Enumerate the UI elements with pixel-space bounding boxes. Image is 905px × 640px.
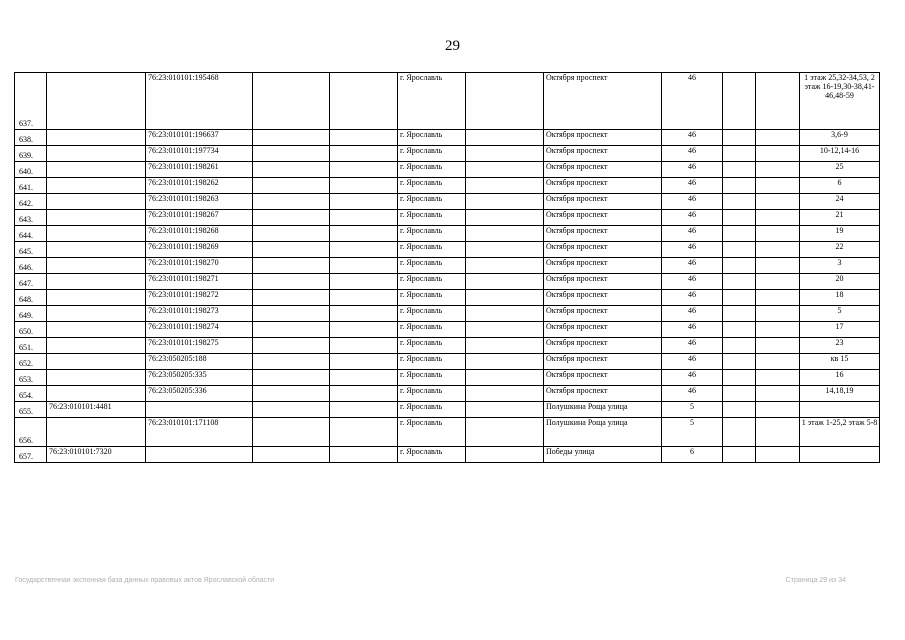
- street-cell: Октября проспект: [544, 242, 662, 258]
- empty-cell: [466, 402, 544, 418]
- object-cadastral-number: 76:23:010101:198273: [146, 306, 253, 322]
- object-cadastral-number: 76:23:010101:198269: [146, 242, 253, 258]
- empty-cell: [253, 194, 330, 210]
- table-row: [15, 210, 880, 226]
- empty-cell: [466, 178, 544, 194]
- street-cell: Октября проспект: [544, 130, 662, 146]
- object-cadastral-number: 76:23:010101:197734: [146, 146, 253, 162]
- city-cell: г. Ярославль: [398, 162, 466, 178]
- footer-source: Государственная экспонная база данных правовых актов Ярославской области: [15, 577, 275, 584]
- empty-cell: [723, 290, 756, 306]
- empty-cell: [723, 418, 756, 447]
- land-cadastral-number: [47, 418, 146, 447]
- table-row: [15, 306, 880, 322]
- empty-cell: [723, 447, 756, 463]
- empty-cell: [723, 386, 756, 402]
- empty-cell: [330, 162, 398, 178]
- empty-cell: [756, 210, 800, 226]
- city-cell: г. Ярославль: [398, 194, 466, 210]
- city-cell: г. Ярославль: [398, 354, 466, 370]
- land-cadastral-number: [47, 274, 146, 290]
- row-number: 639.: [15, 146, 47, 162]
- table-row: [15, 258, 880, 274]
- city-cell: г. Ярославль: [398, 290, 466, 306]
- land-cadastral-number: [47, 178, 146, 194]
- row-number: 638.: [15, 130, 47, 146]
- footer-page-count: Страница 29 из 34: [785, 577, 846, 584]
- empty-cell: [466, 274, 544, 290]
- table-row: [15, 194, 880, 210]
- empty-cell: [723, 274, 756, 290]
- empty-cell: [330, 322, 398, 338]
- empty-cell: [756, 418, 800, 447]
- object-cadastral-number: 76:23:010101:198268: [146, 226, 253, 242]
- house-number-cell: 46: [662, 290, 723, 306]
- row-number: 656.: [15, 418, 47, 447]
- land-cadastral-number: [47, 258, 146, 274]
- table-row: [15, 386, 880, 402]
- table-row: [15, 242, 880, 258]
- empty-cell: [466, 73, 544, 130]
- city-cell: г. Ярославль: [398, 210, 466, 226]
- row-number: 646.: [15, 258, 47, 274]
- empty-cell: [253, 178, 330, 194]
- object-cadastral-number: 76:23:010101:198274: [146, 322, 253, 338]
- street-cell: Октября проспект: [544, 146, 662, 162]
- premises-note-cell: 10-12,14-16: [800, 146, 880, 162]
- empty-cell: [330, 447, 398, 463]
- empty-cell: [253, 290, 330, 306]
- empty-cell: [253, 274, 330, 290]
- object-cadastral-number: 76:23:010101:198272: [146, 290, 253, 306]
- empty-cell: [330, 290, 398, 306]
- street-cell: Октября проспект: [544, 370, 662, 386]
- empty-cell: [723, 146, 756, 162]
- land-cadastral-number: [47, 386, 146, 402]
- object-cadastral-number: 76:23:010101:198267: [146, 210, 253, 226]
- empty-cell: [330, 370, 398, 386]
- empty-cell: [756, 274, 800, 290]
- empty-cell: [330, 418, 398, 447]
- empty-cell: [756, 258, 800, 274]
- object-cadastral-number: 76:23:010101:198271: [146, 274, 253, 290]
- empty-cell: [330, 402, 398, 418]
- street-cell: Октября проспект: [544, 322, 662, 338]
- empty-cell: [466, 210, 544, 226]
- empty-cell: [330, 306, 398, 322]
- empty-cell: [723, 402, 756, 418]
- table-row: [15, 338, 880, 354]
- empty-cell: [723, 226, 756, 242]
- empty-cell: [466, 354, 544, 370]
- premises-note-cell: 3,6-9: [800, 130, 880, 146]
- city-cell: г. Ярославль: [398, 73, 466, 130]
- street-cell: Октября проспект: [544, 194, 662, 210]
- premises-note-cell: 16: [800, 370, 880, 386]
- object-cadastral-number: 76:23:010101:198263: [146, 194, 253, 210]
- empty-cell: [756, 338, 800, 354]
- house-number-cell: 46: [662, 226, 723, 242]
- empty-cell: [253, 226, 330, 242]
- city-cell: г. Ярославль: [398, 322, 466, 338]
- premises-note-cell: 3: [800, 258, 880, 274]
- premises-note-cell: 18: [800, 290, 880, 306]
- premises-note-cell: 24: [800, 194, 880, 210]
- empty-cell: [330, 242, 398, 258]
- row-number: 651.: [15, 338, 47, 354]
- table-row: [15, 290, 880, 306]
- object-cadastral-number: [146, 402, 253, 418]
- city-cell: г. Ярославль: [398, 418, 466, 447]
- premises-note-cell: [800, 447, 880, 463]
- house-number-cell: 5: [662, 418, 723, 447]
- land-cadastral-number: 76:23:010101:7320: [47, 447, 146, 463]
- row-number: 637.: [15, 73, 47, 130]
- empty-cell: [723, 242, 756, 258]
- row-number: 645.: [15, 242, 47, 258]
- house-number-cell: 46: [662, 162, 723, 178]
- table-row: [15, 354, 880, 370]
- row-number: 641.: [15, 178, 47, 194]
- row-number: 652.: [15, 354, 47, 370]
- empty-cell: [723, 306, 756, 322]
- street-cell: Октября проспект: [544, 178, 662, 194]
- row-number: 654.: [15, 386, 47, 402]
- city-cell: г. Ярославль: [398, 274, 466, 290]
- street-cell: Октября проспект: [544, 258, 662, 274]
- land-cadastral-number: [47, 370, 146, 386]
- premises-note-cell: 1 этаж 25,32-34,53, 2 этаж 16-19,30-38,41-46,48-59: [800, 73, 880, 130]
- object-cadastral-number: 76:23:010101:198270: [146, 258, 253, 274]
- house-number-cell: 46: [662, 73, 723, 130]
- empty-cell: [756, 354, 800, 370]
- row-number: 649.: [15, 306, 47, 322]
- table-row: [15, 447, 880, 463]
- house-number-cell: 46: [662, 242, 723, 258]
- house-number-cell: 46: [662, 274, 723, 290]
- empty-cell: [723, 194, 756, 210]
- row-number: 642.: [15, 194, 47, 210]
- empty-cell: [466, 418, 544, 447]
- premises-note-cell: 6: [800, 178, 880, 194]
- empty-cell: [466, 162, 544, 178]
- empty-cell: [330, 338, 398, 354]
- object-cadastral-number: 76:23:050205:336: [146, 386, 253, 402]
- empty-cell: [466, 447, 544, 463]
- street-cell: Октября проспект: [544, 210, 662, 226]
- empty-cell: [253, 130, 330, 146]
- table-row: [15, 370, 880, 386]
- house-number-cell: 46: [662, 178, 723, 194]
- empty-cell: [756, 226, 800, 242]
- street-cell: Победы улица: [544, 447, 662, 463]
- city-cell: г. Ярославль: [398, 338, 466, 354]
- table-row: [15, 146, 880, 162]
- empty-cell: [330, 146, 398, 162]
- house-number-cell: 46: [662, 130, 723, 146]
- land-cadastral-number: [47, 322, 146, 338]
- street-cell: Октября проспект: [544, 226, 662, 242]
- empty-cell: [253, 210, 330, 226]
- empty-cell: [253, 322, 330, 338]
- empty-cell: [466, 370, 544, 386]
- house-number-cell: 46: [662, 322, 723, 338]
- empty-cell: [253, 73, 330, 130]
- land-cadastral-number: [47, 194, 146, 210]
- land-cadastral-number: [47, 290, 146, 306]
- premises-note-cell: 5: [800, 306, 880, 322]
- object-cadastral-number: 76:23:010101:196637: [146, 130, 253, 146]
- table-row: [15, 274, 880, 290]
- house-number-cell: 46: [662, 370, 723, 386]
- empty-cell: [466, 146, 544, 162]
- street-cell: Октября проспект: [544, 338, 662, 354]
- empty-cell: [253, 306, 330, 322]
- city-cell: г. Ярославль: [398, 258, 466, 274]
- house-number-cell: 46: [662, 194, 723, 210]
- object-cadastral-number: 76:23:010101:198275: [146, 338, 253, 354]
- empty-cell: [723, 130, 756, 146]
- row-number: 644.: [15, 226, 47, 242]
- empty-cell: [466, 306, 544, 322]
- land-cadastral-number: [47, 162, 146, 178]
- table-row: [15, 402, 880, 418]
- empty-cell: [253, 418, 330, 447]
- premises-note-cell: 17: [800, 322, 880, 338]
- empty-cell: [330, 210, 398, 226]
- city-cell: г. Ярославль: [398, 370, 466, 386]
- empty-cell: [330, 226, 398, 242]
- city-cell: г. Ярославль: [398, 242, 466, 258]
- object-cadastral-number: 76:23:050205:335: [146, 370, 253, 386]
- street-cell: Октября проспект: [544, 162, 662, 178]
- empty-cell: [756, 130, 800, 146]
- empty-cell: [756, 370, 800, 386]
- empty-cell: [253, 162, 330, 178]
- street-cell: Октября проспект: [544, 386, 662, 402]
- street-cell: Октября проспект: [544, 354, 662, 370]
- empty-cell: [723, 210, 756, 226]
- land-cadastral-number: [47, 354, 146, 370]
- empty-cell: [756, 194, 800, 210]
- empty-cell: [330, 274, 398, 290]
- empty-cell: [756, 290, 800, 306]
- land-cadastral-number: [47, 130, 146, 146]
- house-number-cell: 5: [662, 402, 723, 418]
- empty-cell: [466, 242, 544, 258]
- street-cell: Октября проспект: [544, 290, 662, 306]
- city-cell: г. Ярославль: [398, 306, 466, 322]
- empty-cell: [756, 402, 800, 418]
- premises-note-cell: 22: [800, 242, 880, 258]
- empty-cell: [330, 354, 398, 370]
- land-cadastral-number: [47, 146, 146, 162]
- premises-note-cell: 19: [800, 226, 880, 242]
- city-cell: г. Ярославль: [398, 447, 466, 463]
- object-cadastral-number: 76:23:050205:188: [146, 354, 253, 370]
- object-cadastral-number: 76:23:010101:198262: [146, 178, 253, 194]
- row-number: 657.: [15, 447, 47, 463]
- object-cadastral-number: [146, 447, 253, 463]
- land-cadastral-number: [47, 338, 146, 354]
- house-number-cell: 46: [662, 338, 723, 354]
- premises-note-cell: 20: [800, 274, 880, 290]
- empty-cell: [723, 370, 756, 386]
- row-number: 647.: [15, 274, 47, 290]
- empty-cell: [253, 258, 330, 274]
- house-number-cell: 46: [662, 146, 723, 162]
- land-cadastral-number: [47, 226, 146, 242]
- empty-cell: [756, 73, 800, 130]
- empty-cell: [330, 258, 398, 274]
- city-cell: г. Ярославль: [398, 130, 466, 146]
- empty-cell: [466, 322, 544, 338]
- page-number: 29: [445, 38, 460, 54]
- table-row: [15, 162, 880, 178]
- empty-cell: [253, 447, 330, 463]
- land-cadastral-number: [47, 210, 146, 226]
- empty-cell: [723, 338, 756, 354]
- street-cell: Октября проспект: [544, 306, 662, 322]
- empty-cell: [253, 354, 330, 370]
- empty-cell: [723, 258, 756, 274]
- empty-cell: [756, 306, 800, 322]
- street-cell: Полушкина Роща улица: [544, 418, 662, 447]
- empty-cell: [466, 338, 544, 354]
- empty-cell: [330, 386, 398, 402]
- empty-cell: [723, 178, 756, 194]
- empty-cell: [253, 242, 330, 258]
- row-number: 653.: [15, 370, 47, 386]
- street-cell: Полушкина Роща улица: [544, 402, 662, 418]
- premises-note-cell: 25: [800, 162, 880, 178]
- street-cell: Октября проспект: [544, 73, 662, 130]
- row-number: 650.: [15, 322, 47, 338]
- table-row: [15, 322, 880, 338]
- premises-note-cell: 1 этаж 1-25,2 этаж 5-8: [800, 418, 880, 447]
- empty-cell: [756, 178, 800, 194]
- empty-cell: [723, 73, 756, 130]
- empty-cell: [330, 73, 398, 130]
- city-cell: г. Ярославль: [398, 146, 466, 162]
- city-cell: г. Ярославль: [398, 178, 466, 194]
- empty-cell: [466, 130, 544, 146]
- empty-cell: [330, 130, 398, 146]
- empty-cell: [723, 162, 756, 178]
- empty-cell: [330, 194, 398, 210]
- empty-cell: [756, 146, 800, 162]
- table-row: [15, 418, 880, 447]
- row-number: 640.: [15, 162, 47, 178]
- city-cell: г. Ярославль: [398, 386, 466, 402]
- empty-cell: [253, 338, 330, 354]
- empty-cell: [723, 322, 756, 338]
- empty-cell: [466, 258, 544, 274]
- empty-cell: [330, 178, 398, 194]
- empty-cell: [253, 386, 330, 402]
- land-cadastral-number: 76:23:010101:4481: [47, 402, 146, 418]
- empty-cell: [466, 290, 544, 306]
- registry-table: [14, 72, 880, 463]
- house-number-cell: 46: [662, 210, 723, 226]
- city-cell: г. Ярославль: [398, 402, 466, 418]
- table-row: [15, 226, 880, 242]
- house-number-cell: 6: [662, 447, 723, 463]
- empty-cell: [466, 194, 544, 210]
- house-number-cell: 46: [662, 306, 723, 322]
- object-cadastral-number: 76:23:010101:171108: [146, 418, 253, 447]
- row-number: 648.: [15, 290, 47, 306]
- empty-cell: [253, 402, 330, 418]
- street-cell: Октября проспект: [544, 274, 662, 290]
- empty-cell: [756, 386, 800, 402]
- table-row: [15, 178, 880, 194]
- house-number-cell: 46: [662, 258, 723, 274]
- land-cadastral-number: [47, 306, 146, 322]
- empty-cell: [756, 162, 800, 178]
- land-cadastral-number: [47, 73, 146, 130]
- object-cadastral-number: 76:23:010101:198261: [146, 162, 253, 178]
- object-cadastral-number: 76:23:010101:195468: [146, 73, 253, 130]
- city-cell: г. Ярославль: [398, 226, 466, 242]
- empty-cell: [756, 242, 800, 258]
- empty-cell: [466, 226, 544, 242]
- premises-note-cell: 23: [800, 338, 880, 354]
- row-number: 655.: [15, 402, 47, 418]
- empty-cell: [723, 354, 756, 370]
- house-number-cell: 46: [662, 386, 723, 402]
- premises-note-cell: [800, 402, 880, 418]
- empty-cell: [466, 386, 544, 402]
- empty-cell: [756, 447, 800, 463]
- table-row: [15, 130, 880, 146]
- land-cadastral-number: [47, 242, 146, 258]
- empty-cell: [253, 146, 330, 162]
- row-number: 643.: [15, 210, 47, 226]
- house-number-cell: 46: [662, 354, 723, 370]
- empty-cell: [253, 370, 330, 386]
- premises-note-cell: 14,18,19: [800, 386, 880, 402]
- table-row: [15, 73, 880, 130]
- premises-note-cell: 21: [800, 210, 880, 226]
- premises-note-cell: кв 15: [800, 354, 880, 370]
- empty-cell: [756, 322, 800, 338]
